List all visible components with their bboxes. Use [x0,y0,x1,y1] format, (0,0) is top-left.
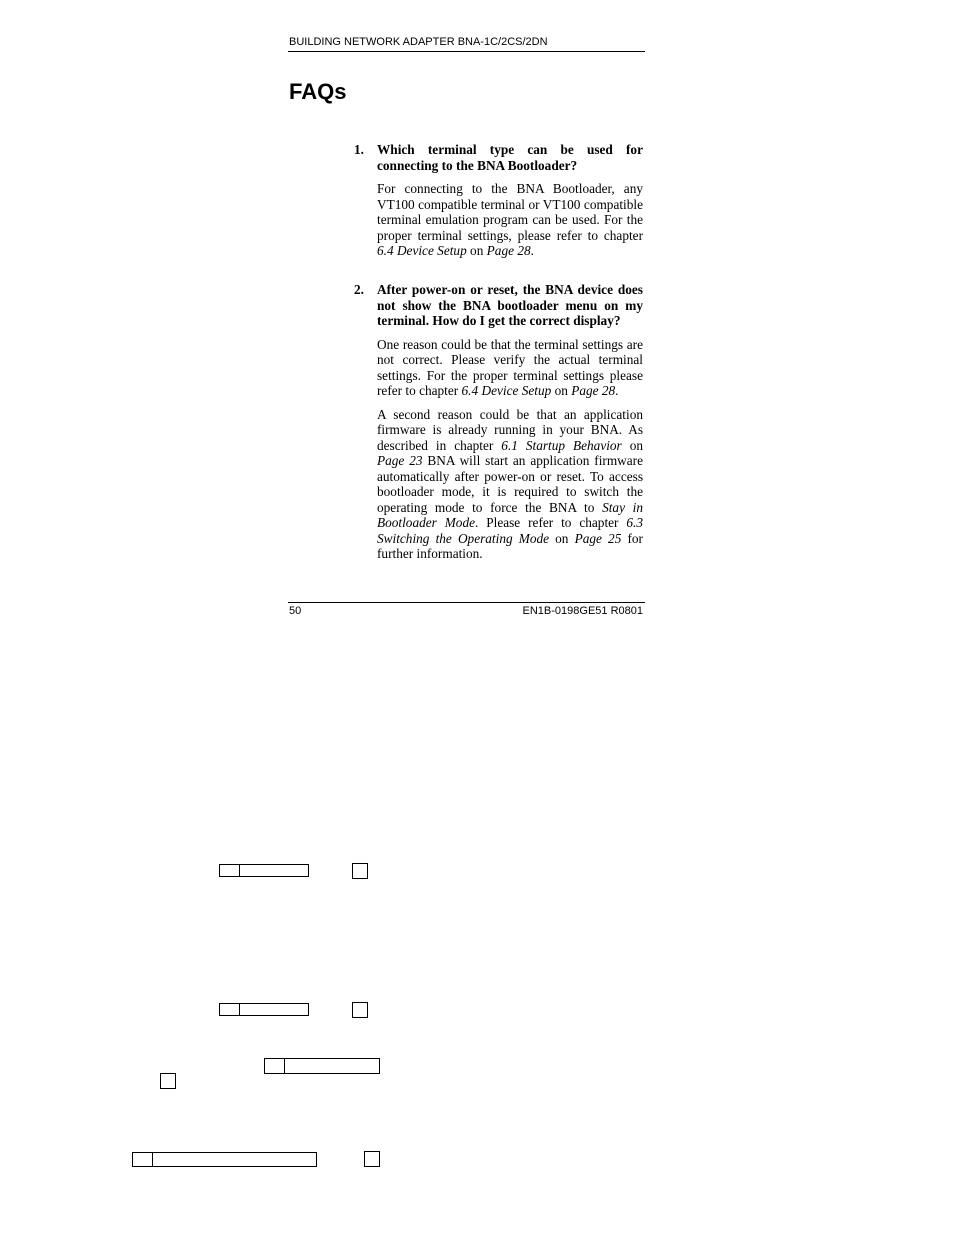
text: . Please refer to chapter [475,515,627,530]
faq-question: After power-on or reset, the BNA device does not show the BNA bootloader menu on my terminal. How do I get the correct display? [377,282,643,328]
form-checkbox[interactable] [364,1151,380,1167]
field-cell [265,1059,285,1073]
page-number: 50 [289,605,302,617]
chapter-reference: 6.4 Device Setup [461,383,552,398]
form-text-field[interactable] [264,1058,380,1074]
text: . [530,243,534,258]
text: One reason could be that the terminal settings are not correct. Please verify the actual terminal settings. For the proper terminal settings please refer to chapter [377,336,643,398]
page-reference: Page 28 [571,383,616,398]
form-text-field[interactable] [219,864,309,877]
footer-rule [288,602,645,603]
chapter-reference: 6.1 Startup Behavior [501,437,622,453]
text: on [466,243,487,258]
faq-item-2 [354,282,643,562]
header-rule [288,51,645,52]
form-checkbox[interactable] [352,863,368,879]
form-text-field[interactable] [132,1152,317,1167]
faq-answer [377,337,643,399]
faq-item-1 [354,142,643,259]
text: A second reason could be that an application firmware is already running in your BNA. As described in chapter [377,406,643,453]
text: for further information. [377,530,643,561]
running-header: BUILDING NETWORK ADAPTER BNA-1C/2CS/2DN [289,36,548,48]
page-reference: Page 25 [574,530,622,546]
page-reference: Page 28 [486,243,531,258]
field-cell [220,1004,240,1015]
faq-number: 2. [354,282,364,297]
form-checkbox[interactable] [160,1073,176,1089]
form-text-field[interactable] [219,1003,309,1016]
field-cell [220,865,240,876]
text: on [621,437,643,453]
text: For connecting to the BNA Bootloader, any VT100 compatible terminal or VT100 compatible terminal emulation program can be used. For the proper terminal settings, please refer to chapter [377,181,643,243]
text: on [551,383,572,398]
chapter-reference: 6.3 Switching the Operating Mode [377,515,643,546]
document-code: EN1B-0198GE51 R0801 [522,605,643,617]
faq-number: 1. [354,142,364,157]
text: . [615,383,619,398]
field-cell [133,1153,153,1166]
faq-answer [377,181,643,259]
page-title: FAQs [289,79,347,104]
chapter-reference: 6.4 Device Setup [377,243,467,258]
faq-answer [377,407,643,562]
page-reference: Page 23 [377,453,423,468]
form-checkbox[interactable] [352,1002,368,1018]
text: on [549,530,575,546]
mode-name: Stay in Bootloader Mode [377,499,643,530]
text: BNA will start an application firmware automatically after power-on or reset. To access bootloader mode, it is required to switch the operating mode to force the BNA to [377,453,643,515]
faq-question: Which terminal type can be used for connecting to the BNA Bootloader? [377,142,643,173]
